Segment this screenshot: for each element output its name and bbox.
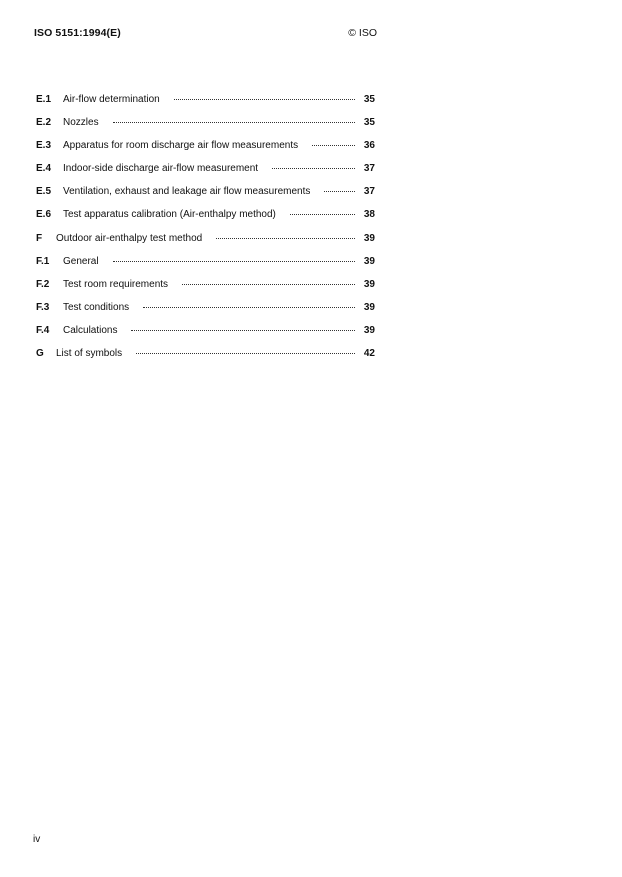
toc-entry-page: 39 (363, 278, 375, 290)
page-header (34, 27, 377, 41)
toc-entry-title: Apparatus for room discharge air flow measurements (63, 140, 299, 152)
toc-entry[interactable] (36, 117, 375, 140)
dot-leader (136, 353, 355, 354)
dot-leader (174, 99, 355, 100)
dot-leader (272, 168, 355, 169)
toc-entry-title: List of symbols (56, 348, 123, 360)
copyright-notice: © ISO (348, 27, 377, 39)
toc-entry-title: Test conditions (63, 301, 130, 313)
toc-entry[interactable] (36, 209, 375, 232)
toc-entry-title: Test apparatus calibration (Air-enthalpy method) (63, 209, 276, 221)
toc-entry-number: F.2 (36, 278, 50, 290)
toc-entry-number: G (36, 348, 44, 360)
table-of-contents (36, 94, 375, 371)
dot-leader (216, 238, 355, 239)
toc-entry-title: Indoor-side discharge air-flow measurement (63, 163, 259, 175)
toc-entry-number: E.2 (36, 117, 52, 129)
toc-entry-page: 36 (363, 140, 375, 152)
toc-entry-page: 37 (363, 163, 375, 175)
toc-entry[interactable] (36, 302, 375, 325)
toc-entry-page: 42 (363, 348, 375, 360)
dot-leader (324, 191, 355, 192)
page-number: iv (33, 834, 41, 845)
toc-entry-page: 39 (363, 324, 375, 336)
toc-entry-page: 38 (363, 209, 375, 221)
toc-entry-page: 35 (363, 94, 375, 105)
toc-entry-number: E.4 (36, 163, 52, 175)
toc-entry-title: Calculations (63, 324, 118, 336)
toc-entry-page: 35 (363, 117, 375, 129)
toc-entry-page: 39 (363, 301, 375, 313)
dot-leader (182, 284, 355, 285)
toc-entry[interactable] (36, 325, 375, 348)
toc-entry-title: Nozzles (63, 117, 99, 129)
toc-entry-title: General (63, 255, 99, 267)
toc-entry-title: Ventilation, exhaust and leakage air flow measurements (63, 186, 311, 198)
toc-entry-number: F (36, 232, 43, 244)
toc-entry-number: F.4 (36, 324, 50, 336)
toc-entry-page: 39 (363, 255, 375, 267)
toc-entry[interactable] (36, 256, 375, 279)
toc-entry-number: F.1 (36, 255, 50, 267)
toc-entry[interactable] (36, 279, 375, 302)
toc-entry[interactable] (36, 348, 375, 371)
dot-leader (290, 214, 355, 215)
toc-entry-number: E.6 (36, 209, 52, 221)
toc-entry-page: 39 (363, 232, 375, 244)
toc-entry[interactable] (36, 140, 375, 163)
toc-entry[interactable] (36, 163, 375, 186)
document-id: ISO 5151:1994(E) (34, 27, 121, 39)
toc-entry[interactable] (36, 94, 375, 117)
toc-entry-number: E.3 (36, 140, 52, 152)
dot-leader (143, 307, 355, 308)
toc-entry-number: E.1 (36, 94, 52, 105)
toc-entry[interactable] (36, 186, 375, 209)
toc-entry-number: E.5 (36, 186, 52, 198)
toc-entry-title: Air-flow determination (63, 94, 160, 105)
dot-leader (113, 261, 355, 262)
toc-entry-number: F.3 (36, 301, 50, 313)
toc-entry[interactable] (36, 233, 375, 256)
dot-leader (113, 122, 355, 123)
dot-leader (312, 145, 355, 146)
dot-leader (131, 330, 355, 331)
toc-entry-title: Outdoor air-enthalpy test method (56, 232, 203, 244)
toc-entry-title: Test room requirements (63, 278, 169, 290)
toc-entry-page: 37 (363, 186, 375, 198)
